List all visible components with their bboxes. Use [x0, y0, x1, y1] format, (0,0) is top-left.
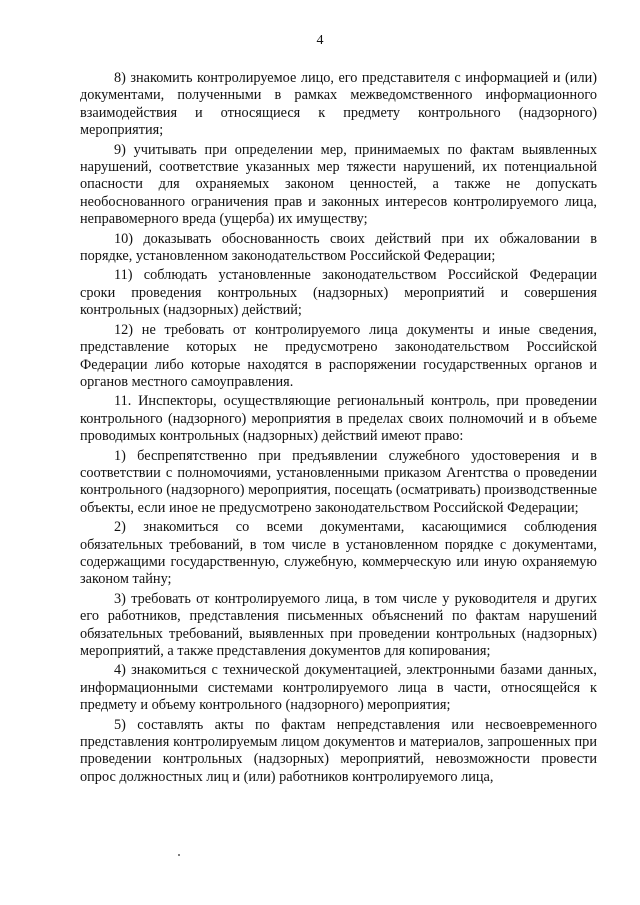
paragraph-item-8: 8) знакомить контролируемое лицо, его представителя с информацией и (или) документами, полученными в рамках межведомственного информационного взаимодействия и относящиеся к предмету контрольного (надзорного) мероприятия; — [80, 70, 597, 139]
section-11-intro: 11. Инспекторы, осуществляющие региональный контроль, при проведении контрольного (надзорного) мероприятия в пределах своих полномочий и в объеме проводимых контрольных (надзорных) действий имеют право: — [80, 393, 597, 445]
scan-speck — [178, 854, 180, 856]
right-item-2: 2) знакомиться со всеми документами, касающимися соблюдения обязательных требований, в том числе в установленном порядке с документами, содержащими государственную, служебную, коммерческую или иную охраняемую законом тайну; — [80, 519, 597, 588]
right-item-4: 4) знакомиться с технической документацией, электронными базами данных, информационными системами контролируемого лица в части, относящейся к предмету и объему контрольного (надзорного) мероприятия; — [80, 662, 597, 714]
right-item-5: 5) составлять акты по фактам непредставления или несвоевременного представления контролируемым лицом документов и материалов, запрошенных при проведении контрольных (надзорных) мероприятий, невозможности провести опрос должностных лиц и (или) работников контролируемого лица, — [80, 716, 597, 785]
paragraph-item-12: 12) не требовать от контролируемого лица документы и иные сведения, представление которых не предусмотрено законодательством Российской Федерации либо которые находятся в распоряжении государственных органов и органов местного самоуправления. — [80, 321, 597, 390]
paragraph-item-9: 9) учитывать при определении мер, принимаемых по фактам выявленных нарушений, соответствие указанных мер тяжести нарушений, их потенциальной опасности для охраняемых законом ценностей, а также не допускать необоснованного ограничения прав и законных интересов контролируемого лица, неправомерного вреда (ущерба) их имуществу; — [80, 141, 597, 228]
right-item-3: 3) требовать от контролируемого лица, в том числе у руководителя и других его работников, представления письменных объяснений по фактам нарушений обязательных требований, выявленных при проведении контрольных (надзорных) мероприятий, а также представления документов для копирования; — [80, 590, 597, 659]
paragraph-item-11: 11) соблюдать установленные законодательством Российской Федерации сроки проведения контрольных (надзорных) мероприятий и совершения контрольных (надзорных) действий; — [80, 267, 597, 319]
page-number: 4 — [316, 33, 324, 48]
paragraph-item-10: 10) доказывать обоснованность своих действий при их обжаловании в порядке, установленном законодательством Российской Федерации; — [80, 230, 597, 265]
right-item-1: 1) беспрепятственно при предъявлении служебного удостоверения и в соответствии с полномочиями, установленными приказом Агентства о проведении контрольного (надзорного) мероприятия, посещать (осматривать) производственные объекты, если иное не предусмотрено законодательством Российской Федерации; — [80, 447, 597, 516]
document-body — [80, 70, 597, 787]
